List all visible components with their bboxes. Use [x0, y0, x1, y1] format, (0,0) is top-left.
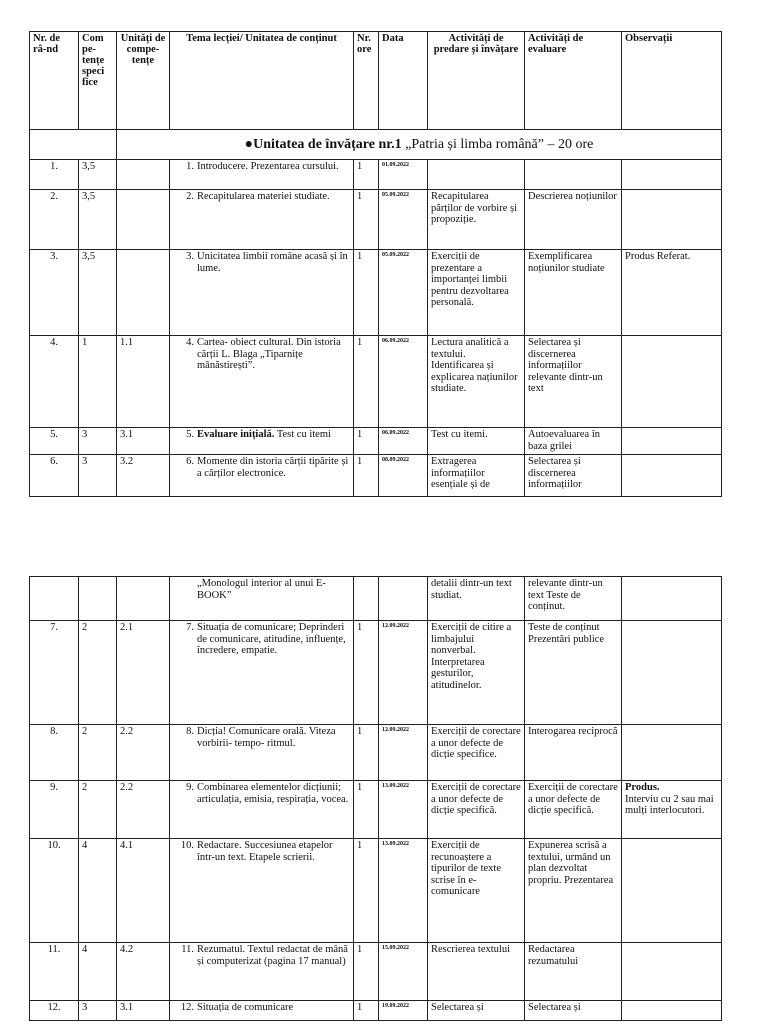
row-ore: 1: [354, 781, 379, 839]
row-nr: 3.: [30, 250, 79, 336]
header-competente: Com pe-tențe speci fice: [79, 32, 117, 130]
row-competente: 3,5: [79, 250, 117, 336]
row-unitati: [117, 160, 170, 190]
row-nr: 4.: [30, 336, 79, 428]
header-row: [30, 32, 722, 130]
row-competente: 3,5: [79, 190, 117, 250]
row-evaluare: Exerciții de corectare a unor defecte de dicție specifică.: [525, 781, 622, 839]
row-evaluare: Selectarea și: [525, 1001, 622, 1021]
continuation-predare: detalii dintr-un text studiat.: [428, 577, 525, 621]
row-observatii: [622, 839, 722, 943]
row-predare: Extragerea informațiilor esențiale și de: [428, 455, 525, 497]
row-predare: Selectarea și: [428, 1001, 525, 1021]
row-lesson-text: Rezumatul. Textul redactat de mână și computerizat (pagina 17 manual): [197, 944, 348, 967]
continuation-lesson: „Monologul interior al unui E-BOOK”: [170, 577, 354, 621]
row-lesson-number: 4.: [186, 337, 194, 348]
row-date: 08.09.2022: [379, 455, 428, 497]
row-nr: 12.: [30, 1001, 79, 1021]
row-lesson-number: 5.: [186, 429, 194, 440]
row-lesson: [170, 1001, 354, 1021]
header-ore: Nr. ore: [354, 32, 379, 130]
header-tema: Tema lecției/ Unitatea de conținut: [170, 32, 354, 130]
row-lesson: [170, 725, 354, 781]
table-row: [30, 160, 722, 190]
row-unitati: [117, 190, 170, 250]
row-ore: 1: [354, 1001, 379, 1021]
row-evaluare: Selectarea și discernerea informațiilor relevante dintr-un text: [525, 336, 622, 428]
row-unitati: 3.1: [117, 428, 170, 455]
row-ore: 1: [354, 725, 379, 781]
row-unitati: 2.1: [117, 621, 170, 725]
row-competente: 2: [79, 725, 117, 781]
unit-title: [117, 130, 722, 160]
table-row: [30, 781, 722, 839]
table-row: [30, 725, 722, 781]
row-evaluare: [525, 160, 622, 190]
row-lesson-number: 1.: [186, 161, 194, 172]
row-competente: 4: [79, 839, 117, 943]
row-unitati: 1.1: [117, 336, 170, 428]
unit-name: „Patria și limba română” – 20 ore: [401, 136, 594, 152]
row-lesson: [170, 621, 354, 725]
table-row: [30, 336, 722, 428]
row-lesson-number: 10.: [180, 840, 194, 851]
row-lesson-text: Recapitularea materiei studiate.: [197, 191, 330, 202]
row-observatii: [622, 336, 722, 428]
row-lesson: [170, 336, 354, 428]
row-date: 12.09.2022: [379, 725, 428, 781]
row-ore: 1: [354, 839, 379, 943]
row-observatii: [622, 943, 722, 1001]
header-nr: Nr. de râ-nd: [30, 32, 79, 130]
row-lesson-number: 2.: [186, 191, 194, 202]
table-row: [30, 455, 722, 497]
row-observatii: [622, 160, 722, 190]
header-observatii: Observații: [622, 32, 722, 130]
row-lesson-text: Unicitatea limbii române acasă și în lume.: [197, 251, 348, 274]
row-predare: [428, 160, 525, 190]
plan-table-page1: [29, 31, 722, 497]
table-row: [30, 839, 722, 943]
row-lesson-text: Dicția! Comunicare orală. Viteza vorbirii- tempo- ritmul.: [197, 726, 336, 749]
row-date: 15.09.2022: [379, 943, 428, 1001]
row-unitati: 2.2: [117, 781, 170, 839]
row-evaluare: Redactarea rezumatului: [525, 943, 622, 1001]
row-observatii: [622, 250, 722, 336]
row-lesson-number: 3.: [186, 251, 194, 262]
header-evaluare: Activități de evaluare: [525, 32, 622, 130]
table-row: [30, 943, 722, 1001]
row-evaluare: Autoevaluarea în baza grilei: [525, 428, 622, 455]
row-competente: 2: [79, 781, 117, 839]
row-date: 19.09.2022: [379, 1001, 428, 1021]
row-lesson: [170, 160, 354, 190]
row-lesson-text: Redactare. Succesiunea etapelor într-un text. Etapele scrierii.: [197, 840, 333, 863]
table-row: [30, 428, 722, 455]
continuation-row: [30, 577, 722, 621]
unit-prefix: ●Unitatea de învățare nr.1: [244, 136, 402, 152]
table-row: [30, 190, 722, 250]
row-nr: 10.: [30, 839, 79, 943]
header-unitati: Unități de compe-tențe: [117, 32, 170, 130]
continuation-evaluare: relevante dintr-un text Teste de conținut.: [525, 577, 622, 621]
row-observatii: [622, 455, 722, 497]
row-nr: 6.: [30, 455, 79, 497]
row-competente: 3: [79, 455, 117, 497]
row-predare: Exerciții de recunoaștere a tipurilor de texte scrise în e-comunicare: [428, 839, 525, 943]
row-nr: 8.: [30, 725, 79, 781]
row-predare: Lectura analitică a textului. Identificarea și explicarea națiunilor studiate.: [428, 336, 525, 428]
table-row: [30, 250, 722, 336]
row-unitati: 4.2: [117, 943, 170, 1001]
row-competente: 3: [79, 428, 117, 455]
header-predare: Activități de predare și învățare: [428, 32, 525, 130]
row-date: 01.09.2022: [379, 160, 428, 190]
row-ore: 1: [354, 455, 379, 497]
row-lesson-number: 8.: [186, 726, 194, 737]
row-evaluare: Exemplificarea noțiunilor studiate: [525, 250, 622, 336]
table-row: [30, 621, 722, 725]
row-lesson-number: 7.: [186, 622, 194, 633]
row-observatii: [622, 190, 722, 250]
row-ore: 1: [354, 943, 379, 1001]
row-evaluare: Selectarea și discernerea informațiilor: [525, 455, 622, 497]
row-lesson-text: Cartea- obiect cultural. Din istoria cărții L. Blaga „Tiparnițe mănăstirești”.: [197, 337, 341, 371]
row-nr: 5.: [30, 428, 79, 455]
row-lesson-bold: Evaluare inițială.: [197, 429, 275, 440]
unit-spacer: [30, 130, 117, 160]
row-date: 05.09.2022: [379, 190, 428, 250]
row-unitati: 4.1: [117, 839, 170, 943]
row-ore: 1: [354, 250, 379, 336]
row-observatii: [622, 621, 722, 725]
row-date: 13.09.2022: [379, 781, 428, 839]
row-observatii: [622, 428, 722, 455]
row-observatii: [622, 1001, 722, 1021]
row-observatii-text: Interviu cu 2 sau mai mulți interlocutori.: [625, 793, 714, 816]
row-lesson: [170, 781, 354, 839]
row-lesson-number: 6.: [186, 456, 194, 467]
row-nr: 1.: [30, 160, 79, 190]
row-observatii-bold: Produs.: [625, 782, 660, 793]
row-unitati: [117, 250, 170, 336]
row-lesson: [170, 943, 354, 1001]
row-date: 13.09.2022: [379, 839, 428, 943]
row-lesson-number: 12.: [180, 1002, 194, 1013]
row-nr: 7.: [30, 621, 79, 725]
row-lesson-text: Test cu itemi: [274, 429, 331, 440]
row-predare: Exerciții de corectare a unor defecte de dicție specifice.: [428, 725, 525, 781]
row-lesson-text: Situația de comunicare: [197, 1002, 294, 1013]
row-unitati: 3.1: [117, 1001, 170, 1021]
row-lesson-text: Introducere. Prezentarea cursului.: [197, 161, 339, 172]
row-ore: 1: [354, 428, 379, 455]
table-row: [30, 1001, 722, 1021]
row-evaluare: Teste de conținut Prezentări publice: [525, 621, 622, 725]
row-observatii: [622, 781, 722, 839]
row-date: 05.09.2022: [379, 250, 428, 336]
row-lesson: [170, 250, 354, 336]
row-lesson: [170, 839, 354, 943]
row-competente: 3: [79, 1001, 117, 1021]
plan-table-page2: [29, 576, 722, 1021]
unit-row: [30, 130, 722, 160]
row-nr: 9.: [30, 781, 79, 839]
row-lesson-number: 9.: [186, 782, 194, 793]
row-unitati: 2.2: [117, 725, 170, 781]
row-ore: 1: [354, 621, 379, 725]
row-nr: 2.: [30, 190, 79, 250]
row-lesson: [170, 455, 354, 497]
row-predare: Test cu itemi.: [428, 428, 525, 455]
row-observatii-text: Produs Referat.: [625, 251, 691, 262]
row-date: 06.09.2022: [379, 428, 428, 455]
row-lesson-text: Situația de comunicare; Deprinderi de comunicare, atitudine, influențe, încredere, empatie.: [197, 622, 346, 656]
row-competente: 4: [79, 943, 117, 1001]
header-data: Data: [379, 32, 428, 130]
row-predare: Exerciții de corectare a unor defecte de dicție specifică.: [428, 781, 525, 839]
row-predare: Recapitularea părților de vorbire și propoziție.: [428, 190, 525, 250]
row-lesson-text: Combinarea elementelor dicțiunii; articulația, emisia, respirația, vocea.: [197, 782, 349, 805]
row-lesson: [170, 190, 354, 250]
row-predare: Exerciții de citire a limbajului nonverbal. Interpretarea gesturilor, atitudinelor.: [428, 621, 525, 725]
row-lesson-text: Momente din istoria cărții tipărite și a cărților electronice.: [197, 456, 349, 479]
row-lesson-number: 11.: [181, 944, 194, 955]
row-ore: 1: [354, 190, 379, 250]
row-observatii: [622, 725, 722, 781]
row-date: 06.09.2022: [379, 336, 428, 428]
row-lesson: [170, 428, 354, 455]
row-competente: 3,5: [79, 160, 117, 190]
row-ore: 1: [354, 336, 379, 428]
row-date: 12.09.2022: [379, 621, 428, 725]
row-evaluare: Expunerea scrisă a textului, urmând un plan dezvoltat propriu. Prezentarea: [525, 839, 622, 943]
row-evaluare: Descrierea noțiunilor: [525, 190, 622, 250]
row-competente: 1: [79, 336, 117, 428]
row-nr: 11.: [30, 943, 79, 1001]
row-ore: 1: [354, 160, 379, 190]
row-competente: 2: [79, 621, 117, 725]
row-predare: Rescrierea textului: [428, 943, 525, 1001]
row-evaluare: Interogarea reciprocă: [525, 725, 622, 781]
row-unitati: 3.2: [117, 455, 170, 497]
row-predare: Exerciții de prezentare a importanței limbii pentru dezvoltarea personală.: [428, 250, 525, 336]
